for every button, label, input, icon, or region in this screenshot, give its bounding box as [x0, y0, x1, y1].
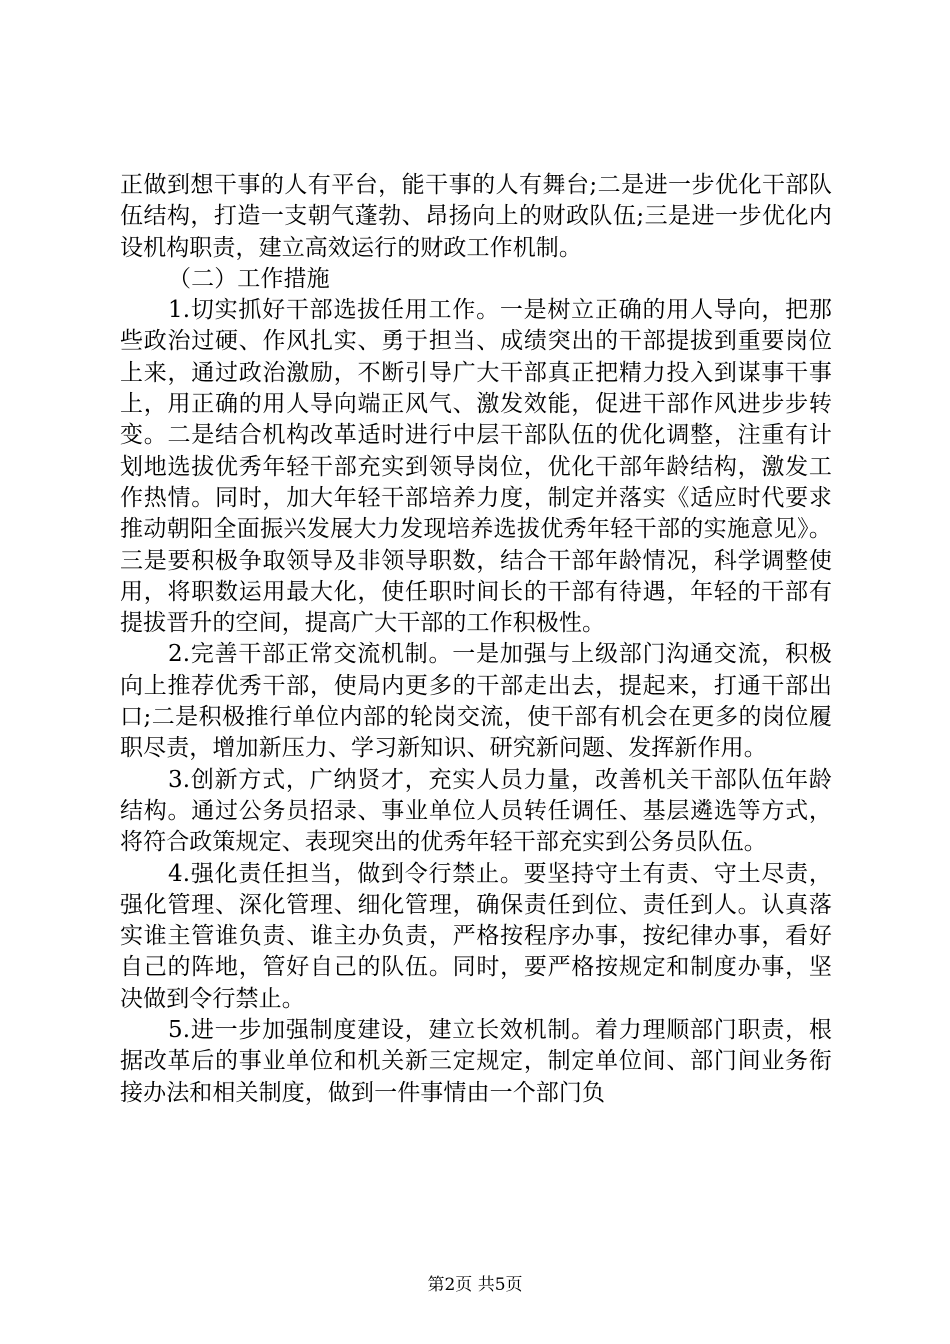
paragraph-measure-5: 5.进一步加强制度建设，建立长效机制。着力理顺部门职责，根据改革后的事业单位和机关新三定规定，制定单位间、部门间业务衔接办法和相关制度，做到一件事情由一个部门负	[120, 1017, 832, 1106]
paragraph-measure-2: 2.完善干部正常交流机制。一是加强与上级部门沟通交流，积极向上推荐优秀干部，使局内更多的干部走出去，提起来，打通干部出口;二是积极推行单位内部的轮岗交流，使干部有机会在更多的岗位履职尽责，增加新压力、学习新知识、研究新问题、发挥新作用。	[120, 641, 832, 762]
paragraph-measure-3: 3.创新方式，广纳贤才，充实人员力量，改善机关干部队伍年龄结构。通过公务员招录、事业单位人员转任调任、基层遴选等方式，将符合政策规定、表现突出的优秀年轻干部充实到公务员队伍。	[120, 766, 832, 856]
section-heading-work-measures: （二）工作措施	[168, 265, 330, 292]
paragraph-continuation: 正做到想干事的人有平台，能干事的人有舞台;二是进一步优化干部队伍结构，打造一支朝气蓬勃、昂扬向上的财政队伍;三是进一步优化内设机构职责，建立高效运行的财政工作机制。	[120, 172, 832, 261]
page-footer: 第2页 共5页	[427, 1275, 523, 1295]
document-body	[120, 170, 832, 1109]
paragraph-measure-1: 1.切实抓好干部选拔任用工作。一是树立正确的用人导向，把那些政治过硬、作风扎实、勇于担当、成绩突出的干部提拔到重要岗位上来，通过政治激励，不断引导广大干部真正把精力投入到谋事干事上，用正确的用人导向端正风气、激发效能，促进干部作风进步步转变。二是结合机构改革适时进行中层干部队伍的优化调整，注重有计划地选拔优秀年轻干部充实到领导岗位，优化干部年龄结构，激发工作热情。同时，加大年轻干部培养力度，制定并落实《适应时代要求推动朝阳全面振兴发展大力发现培养选拔优秀年轻干部的实施意见》。三是要积极争取领导及非领导职数，结合干部年龄情况，科学调整使用，将职数运用最大化，使任职时间长的干部有待遇，年轻的干部有提拔晋升的空间，提高广大干部的工作积极性。	[120, 297, 832, 637]
paragraph-measure-4: 4.强化责任担当，做到令行禁止。要坚持守土有责、守土尽责，强化管理、深化管理、细化管理，确保责任到位、责任到人。认真落实谁主管谁负责、谁主办负责，严格按程序办事，按纪律办事，看好自己的阵地，管好自己的队伍。同时，要严格按规定和制度办事，坚决做到令行禁止。	[120, 860, 832, 1012]
